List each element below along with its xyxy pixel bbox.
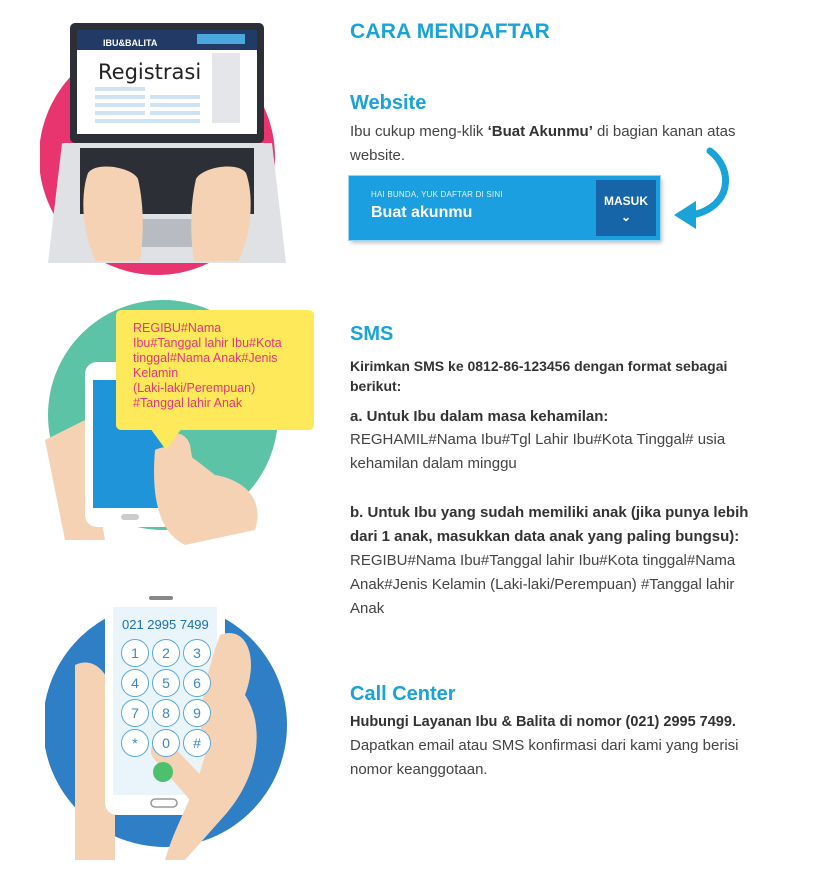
sms-option-b-format: REGIBU#Nama Ibu#Tanggal lahir Ibu#Kota tinggal#Nama Anak#Jenis Kelamin (Laki-laki/Perempuan) #Tanggal lahir Anak: [350, 552, 736, 617]
page-title: CARA MENDAFTAR: [350, 20, 550, 43]
bubble-line: (Laki-laki/Perempuan): [133, 381, 256, 395]
website-desc-post: di bagian kanan atas website.: [350, 123, 736, 164]
bubble-line: REGIBU#Nama: [133, 321, 222, 335]
dial-key[interactable]: 3: [183, 639, 211, 667]
sms-heading: SMS: [350, 323, 394, 345]
laptop-illustration: [40, 15, 310, 280]
laptop-screen-title: Registrasi: [98, 60, 202, 84]
dial-key[interactable]: 5: [152, 669, 180, 697]
call-center-confirmation: Dapatkan email atau SMS konfirmasi dari kami yang berisi nomor keanggotaan.: [350, 737, 739, 778]
curved-arrow-icon: [670, 145, 745, 230]
dial-key[interactable]: 6: [183, 669, 211, 697]
sms-option-a-title: a. Untuk Ibu dalam masa kehamilan:: [350, 408, 609, 425]
dial-key[interactable]: *: [121, 729, 149, 757]
sms-intro: Kirimkan SMS ke 0812-86-123456 dengan format sebagai berikut:: [350, 358, 728, 394]
website-heading: Website: [350, 92, 427, 114]
banner-small-text: HAI BUNDA, YUK DAFTAR DI SINI: [371, 190, 503, 199]
bubble-line: #Tanggal lahir Anak: [133, 396, 243, 410]
website-desc-pre: Ibu cukup meng-klik: [350, 123, 488, 140]
dial-key[interactable]: 1: [121, 639, 149, 667]
dial-key[interactable]: 9: [183, 699, 211, 727]
sms-bubble-text: [133, 321, 305, 411]
dial-key[interactable]: 8: [152, 699, 180, 727]
sms-option-a-format: REGHAMIL#Nama Ibu#Tgl Lahir Ibu#Kota Tinggal# usia kehamilan dalam minggu: [350, 431, 726, 472]
sms-bubble-tail: [150, 428, 182, 450]
bubble-line: Ibu#Tanggal lahir Ibu#Kota: [133, 336, 282, 350]
dial-key[interactable]: 0: [152, 729, 180, 757]
dial-key[interactable]: 7: [121, 699, 149, 727]
dial-number-display: 021 2995 7499: [122, 617, 209, 632]
bubble-line: tinggal#Nama Anak#Jenis: [133, 351, 278, 365]
create-account-button[interactable]: Buat akunmu: [371, 204, 473, 221]
bubble-line: Kelamin: [133, 366, 179, 380]
create-account-banner[interactable]: [349, 176, 660, 240]
call-center-heading: Call Center: [350, 683, 456, 705]
dial-key[interactable]: 2: [152, 639, 180, 667]
sms-option-b-title: b. Untuk Ibu yang sudah memiliki anak (jika punya lebih dari 1 anak, masukkan data anak yang paling bungsu):: [350, 504, 749, 545]
call-center-instruction: Hubungi Layanan Ibu & Balita di nomor (021) 2995 7499.: [350, 714, 736, 730]
laptop-logo: IBU&BALITA: [103, 38, 158, 48]
dial-key[interactable]: 4: [121, 669, 149, 697]
website-desc-bold: ‘Buat Akunmu’: [487, 123, 593, 140]
login-label: MASUK: [604, 194, 648, 208]
chevron-down-icon: ⌄: [620, 210, 632, 224]
dial-key[interactable]: #: [183, 729, 211, 757]
login-button[interactable]: [596, 180, 656, 236]
